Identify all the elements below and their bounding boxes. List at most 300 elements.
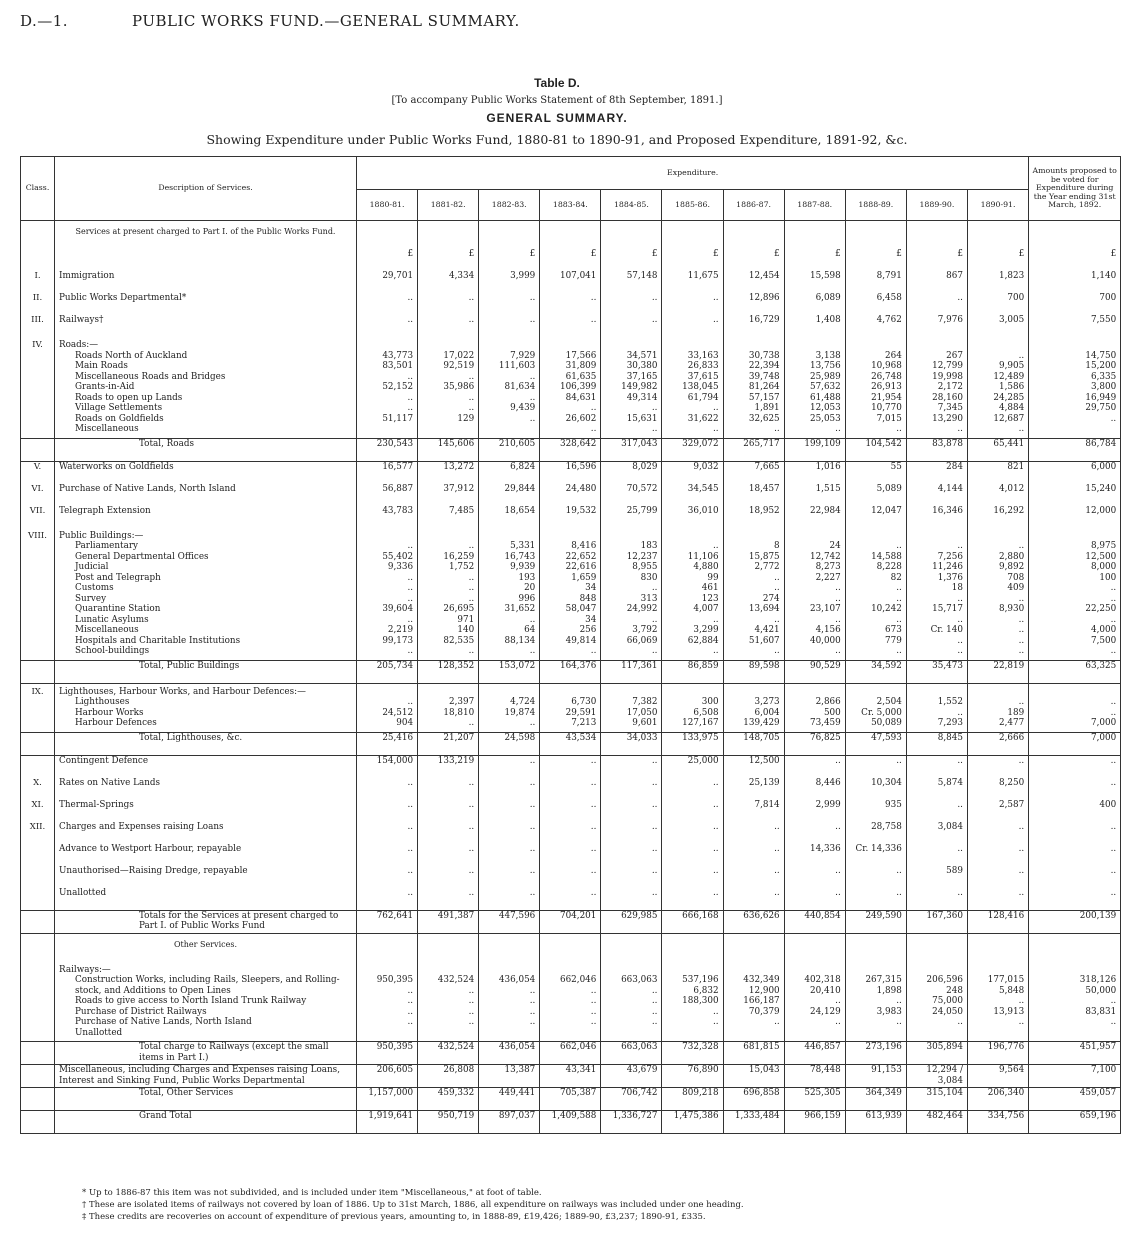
sub-value: 6,335 xyxy=(1091,371,1117,382)
value-cell xyxy=(418,528,479,661)
summary-subtitle: Showing Expenditure under Public Works Fund, 1880-81 to 1890-91, and Proposed Expenditure, 1891-92, &c. xyxy=(206,132,908,147)
value-cell: 681,815 xyxy=(723,1042,784,1065)
value-cell: .. xyxy=(540,888,601,911)
sub-value: 25,989 xyxy=(809,371,841,382)
sub-value: .. xyxy=(651,996,658,1006)
sub-value: .. xyxy=(1110,707,1117,718)
value-cell: 1,016 xyxy=(784,461,845,484)
sub-value: .. xyxy=(529,985,536,996)
value-cell: .. xyxy=(784,755,845,778)
value-cell xyxy=(479,962,540,1042)
value-cell: 25,000 xyxy=(662,755,723,778)
class-cell: X. xyxy=(21,778,55,800)
table-row xyxy=(21,506,1121,528)
col-header-description: Description of Services. xyxy=(55,157,357,221)
value-cell: £ xyxy=(479,249,540,271)
value-cell: 935 xyxy=(845,800,906,822)
value-cell: .. xyxy=(662,293,723,315)
sub-value: 248 xyxy=(946,985,963,996)
spacer xyxy=(544,531,596,542)
group-heading: Public Buildings:— xyxy=(59,530,144,541)
sub-value: .. xyxy=(712,541,719,551)
value-cell: .. xyxy=(540,755,601,778)
sub-value: 23,107 xyxy=(809,604,841,614)
table-row xyxy=(21,315,1121,337)
value-cell: .. xyxy=(357,315,418,337)
sub-value: .. xyxy=(774,1017,780,1027)
value-cell: 329,072 xyxy=(662,438,723,461)
value-cell: 25,139 xyxy=(723,778,784,800)
value-cell: 43,534 xyxy=(540,732,601,755)
value-cell: 145,606 xyxy=(418,438,479,461)
value-cell: .. xyxy=(845,755,906,778)
value-cell: 12,454 xyxy=(723,271,784,293)
sub-value: .. xyxy=(529,614,536,625)
value-cell: 3,084 xyxy=(906,822,967,844)
value-cell xyxy=(967,962,1028,1042)
sub-value: .. xyxy=(1018,350,1025,361)
value-cell: 6,824 xyxy=(479,461,540,484)
sub-value: .. xyxy=(468,996,475,1006)
value-cell xyxy=(662,528,723,661)
value-cell: .. xyxy=(479,866,540,888)
sub-value: .. xyxy=(957,635,963,646)
value-cell: .. xyxy=(1029,844,1121,866)
value-cell: 128,416 xyxy=(967,910,1028,933)
sub-value: 140 xyxy=(457,625,475,635)
sub-value: 2,397 xyxy=(449,697,475,707)
value-cell xyxy=(479,221,540,250)
table-row xyxy=(21,962,1121,1042)
sub-value: 300 xyxy=(701,697,719,707)
table-row xyxy=(21,755,1121,778)
sub-value: 2,227 xyxy=(815,572,841,583)
sub-value: 2,504 xyxy=(876,697,902,707)
sub-value: .. xyxy=(407,541,414,551)
sub-value: 111,603 xyxy=(498,361,536,371)
row-description: Public Works Departmental* xyxy=(55,293,357,315)
sub-item-label: Purchase of Native Lands, North Island xyxy=(75,1017,252,1027)
row-description: Rates on Native Lands xyxy=(55,778,357,800)
value-cell: .. xyxy=(906,844,967,866)
sub-value: 9,439 xyxy=(510,403,536,413)
value-cell: 265,717 xyxy=(723,438,784,461)
sub-item-label: Roads to open up Lands xyxy=(75,392,183,403)
value-cell: .. xyxy=(418,866,479,888)
sub-value: .. xyxy=(1018,996,1025,1006)
value-cell xyxy=(418,962,479,1042)
value-cell xyxy=(723,221,784,250)
sub-value: 2,172 xyxy=(937,382,963,392)
sub-value: .. xyxy=(1018,614,1025,625)
value-cell: 704,201 xyxy=(540,910,601,933)
sub-value: 432,524 xyxy=(437,975,475,985)
value-cell: .. xyxy=(357,293,418,315)
value-cell xyxy=(479,933,540,962)
sub-value: 15,200 xyxy=(1085,361,1117,371)
sub-item-label: Lighthouses xyxy=(75,697,130,707)
sub-value: .. xyxy=(590,424,597,434)
value-cell: £ xyxy=(357,249,418,271)
sub-item-label: Survey xyxy=(75,593,107,604)
value-cell: £ xyxy=(662,249,723,271)
spacer xyxy=(728,531,780,542)
value-cell: 210,605 xyxy=(479,438,540,461)
sub-value: .. xyxy=(774,614,780,625)
value-cell: 8,446 xyxy=(784,778,845,800)
sub-value: .. xyxy=(651,1017,658,1027)
spacer xyxy=(728,687,780,698)
value-cell xyxy=(906,962,967,1042)
group-heading: Railways:— xyxy=(59,964,111,975)
value-cell: £ xyxy=(418,249,479,271)
row-description: Waterworks on Goldfields xyxy=(55,461,357,484)
value-cell: .. xyxy=(479,755,540,778)
value-cell xyxy=(357,221,418,250)
sub-value: 1,659 xyxy=(571,572,597,583)
col-header-year: 1886-87. xyxy=(723,190,784,221)
value-cell: 9,032 xyxy=(662,461,723,484)
sub-value: 663,063 xyxy=(621,975,658,985)
spacer xyxy=(850,531,902,542)
table-row xyxy=(21,866,1121,888)
sub-value: 62,884 xyxy=(687,635,719,646)
sub-value: 13,290 xyxy=(932,413,963,424)
value-cell: £ xyxy=(540,249,601,271)
sub-value: 15,631 xyxy=(626,413,658,424)
sub-value: 188,300 xyxy=(682,996,719,1006)
sub-value: 2,477 xyxy=(999,718,1025,728)
sub-value: 138,045 xyxy=(682,382,719,392)
sub-value: 57,157 xyxy=(748,392,780,403)
sub-value: .. xyxy=(407,593,414,604)
value-cell xyxy=(418,221,479,250)
sub-value: 51,117 xyxy=(382,413,414,424)
page-title: PUBLIC WORKS FUND.—GENERAL SUMMARY. xyxy=(132,12,520,30)
table-row xyxy=(21,1088,1121,1111)
sub-value: .. xyxy=(468,593,475,604)
value-cell xyxy=(540,683,601,732)
value-cell: 63,325 xyxy=(1029,660,1121,683)
value-cell: 148,705 xyxy=(723,732,784,755)
value-cell: 7,000 xyxy=(1029,732,1121,755)
sub-item-label: Customs xyxy=(75,583,114,593)
sub-value: .. xyxy=(896,424,902,434)
value-cell: 70,572 xyxy=(601,484,662,506)
sub-value: 50,089 xyxy=(871,718,902,728)
value-cell xyxy=(540,933,601,962)
value-cell: .. xyxy=(662,822,723,844)
value-cell: .. xyxy=(1029,822,1121,844)
value-cell: 950,395 xyxy=(357,1042,418,1065)
sub-value: .. xyxy=(468,646,475,656)
sub-value: .. xyxy=(590,403,597,413)
sub-value: .. xyxy=(712,614,719,625)
col-header-year: 1890-91. xyxy=(967,190,1028,221)
class-cell xyxy=(21,844,55,866)
value-cell: £ xyxy=(784,249,845,271)
sub-value: 16,259 xyxy=(443,551,475,562)
class-cell: VI. xyxy=(21,484,55,506)
sub-value: .. xyxy=(1110,697,1117,707)
value-cell: £ xyxy=(723,249,784,271)
table-row xyxy=(21,271,1121,293)
value-cell: 12,294 / 3,084 xyxy=(906,1065,967,1088)
sub-value: 17,022 xyxy=(443,350,475,361)
sub-value: 3,792 xyxy=(632,625,658,635)
sub-value: 83,831 xyxy=(1085,1006,1117,1017)
value-cell: 15,043 xyxy=(723,1065,784,1088)
class-cell: XI. xyxy=(21,800,55,822)
spacer xyxy=(422,531,474,542)
value-cell: 206,340 xyxy=(967,1088,1028,1111)
value-cell: 762,641 xyxy=(357,910,418,933)
value-cell: 432,524 xyxy=(418,1042,479,1065)
sub-value: .. xyxy=(407,403,414,413)
sub-value: .. xyxy=(529,718,536,728)
sub-value: 950,395 xyxy=(376,975,414,985)
value-cell xyxy=(357,683,418,732)
sub-value: 70,379 xyxy=(748,1006,780,1017)
sub-value: .. xyxy=(468,985,475,996)
col-header-year: 1882-83. xyxy=(479,190,540,221)
value-cell xyxy=(967,933,1028,962)
sub-value: .. xyxy=(529,413,536,424)
value-cell: .. xyxy=(601,822,662,844)
spacer xyxy=(483,687,535,698)
spacer xyxy=(972,340,1024,351)
sub-value: .. xyxy=(957,424,963,434)
sub-item-label: Grants-in-Aid xyxy=(75,382,135,392)
sub-value: .. xyxy=(957,593,963,604)
sub-value: 2,866 xyxy=(815,697,841,707)
value-cell xyxy=(906,683,967,732)
value-cell: 305,894 xyxy=(906,1042,967,1065)
sub-value: 3,800 xyxy=(1091,382,1117,392)
sub-value: 16,949 xyxy=(1085,392,1117,403)
sub-value: 7,213 xyxy=(571,718,597,728)
value-cell: .. xyxy=(601,800,662,822)
sub-value: 127,167 xyxy=(682,718,719,728)
table-row xyxy=(21,822,1121,844)
row-description: Miscellaneous, including Charges and Expenses raising Loans, Interest and Sinking Fund, Public Works Departmental xyxy=(55,1065,357,1088)
sub-value: 971 xyxy=(457,614,475,625)
class-cell: VIII. xyxy=(21,528,55,661)
sub-value: 30,380 xyxy=(626,361,658,371)
value-cell: 7,814 xyxy=(723,800,784,822)
total-label: Totals for the Services at present charged to Part I. of Public Works Fund xyxy=(55,910,357,933)
value-cell: 29,701 xyxy=(357,271,418,293)
group-description xyxy=(55,683,357,732)
sub-value: 8,930 xyxy=(999,604,1025,614)
sub-value: .. xyxy=(529,1017,536,1027)
value-cell: .. xyxy=(723,822,784,844)
sub-value: 26,748 xyxy=(871,371,902,382)
value-cell xyxy=(357,337,418,438)
sub-value: 61,488 xyxy=(809,392,841,403)
sub-value: 9,336 xyxy=(387,562,414,572)
value-cell: 90,529 xyxy=(784,660,845,683)
sub-value: 22,250 xyxy=(1085,604,1117,614)
sub-value: 177,015 xyxy=(987,975,1025,985)
sub-value: 55,402 xyxy=(382,551,414,562)
value-cell: 6,458 xyxy=(845,293,906,315)
table-row xyxy=(21,933,1121,962)
value-cell: .. xyxy=(357,800,418,822)
sub-value: 30,738 xyxy=(748,350,780,361)
sub-value: 11,106 xyxy=(687,551,719,562)
value-cell: 133,975 xyxy=(662,732,723,755)
value-cell: .. xyxy=(723,844,784,866)
col-header-year: 1889-90. xyxy=(906,190,967,221)
table-row xyxy=(21,438,1121,461)
spacer xyxy=(1033,687,1116,698)
class-cell xyxy=(21,1111,55,1134)
value-cell: 43,679 xyxy=(601,1065,662,1088)
value-cell: 696,858 xyxy=(723,1088,784,1111)
group-heading: Lighthouses, Harbour Works, and Harbour Defences:— xyxy=(59,686,306,697)
sub-value: 123 xyxy=(701,593,719,604)
accompany-note: [To accompany Public Works Statement of 8th September, 1891.] xyxy=(391,95,723,106)
value-cell: .. xyxy=(906,800,967,822)
sub-value: .. xyxy=(590,1017,597,1027)
sub-value: .. xyxy=(957,707,963,718)
sub-item-label: Harbour Defences xyxy=(75,718,157,728)
sub-value: 8,000 xyxy=(1091,562,1117,572)
sub-value: .. xyxy=(835,614,841,625)
sub-value: .. xyxy=(712,1017,719,1027)
value-cell: 1,475,386 xyxy=(662,1111,723,1134)
value-cell: 666,168 xyxy=(662,910,723,933)
value-cell: 700 xyxy=(1029,293,1121,315)
value-cell: .. xyxy=(540,844,601,866)
value-cell: 91,153 xyxy=(845,1065,906,1088)
footnote: * Up to 1886-87 this item was not subdivided, and is included under item "Miscellaneous," at foot of table. xyxy=(82,1188,542,1198)
value-cell: .. xyxy=(967,755,1028,778)
spacer xyxy=(972,531,1024,542)
sub-value: .. xyxy=(651,583,658,593)
sub-value: .. xyxy=(896,646,902,656)
value-cell: 3,005 xyxy=(967,315,1028,337)
value-cell: 2,999 xyxy=(784,800,845,822)
value-cell: .. xyxy=(418,315,479,337)
value-cell: .. xyxy=(784,866,845,888)
value-cell xyxy=(723,337,784,438)
sub-value: .. xyxy=(468,541,475,551)
value-cell: 705,387 xyxy=(540,1088,601,1111)
value-cell xyxy=(662,933,723,962)
sub-value: .. xyxy=(590,985,597,996)
value-cell: 459,057 xyxy=(1029,1088,1121,1111)
value-cell: 732,328 xyxy=(662,1042,723,1065)
value-cell: 29,844 xyxy=(479,484,540,506)
sub-value: 708 xyxy=(1007,572,1025,583)
col-header-year: 1880-81. xyxy=(357,190,418,221)
sub-value: 11,246 xyxy=(932,562,963,572)
class-cell xyxy=(21,910,55,933)
class-cell: IV. xyxy=(21,337,55,438)
row-description: Purchase of Native Lands, North Island xyxy=(55,484,357,506)
sub-value: 139,429 xyxy=(743,718,780,728)
value-cell: 4,334 xyxy=(418,271,479,293)
class-cell: II. xyxy=(21,293,55,315)
sub-value: 7,256 xyxy=(937,551,963,562)
row-description: Immigration xyxy=(55,271,357,293)
value-cell: 15,598 xyxy=(784,271,845,293)
class-cell xyxy=(21,866,55,888)
spacer xyxy=(850,965,902,976)
value-cell xyxy=(418,337,479,438)
value-cell: .. xyxy=(479,888,540,911)
value-cell: .. xyxy=(967,844,1028,866)
row-description: Unallotted xyxy=(55,888,357,911)
value-cell: 86,859 xyxy=(662,660,723,683)
sub-value: 6,004 xyxy=(754,707,780,718)
value-cell: .. xyxy=(601,888,662,911)
value-cell: 43,341 xyxy=(540,1065,601,1088)
sub-value: .. xyxy=(529,996,536,1006)
spacer xyxy=(911,965,963,976)
sub-value: 779 xyxy=(885,635,902,646)
value-cell: 897,037 xyxy=(479,1111,540,1134)
value-cell xyxy=(540,962,601,1042)
sub-value: 12,489 xyxy=(993,371,1025,382)
value-cell: 21,207 xyxy=(418,732,479,755)
footnote: † These are isolated items of railways not covered by loan of 1886. Up to 31st March, 1886, all expenditure on railways was included under one heading. xyxy=(82,1200,744,1210)
value-cell: 107,041 xyxy=(540,271,601,293)
value-cell: 34,545 xyxy=(662,484,723,506)
value-cell: 117,361 xyxy=(601,660,662,683)
sub-value: 313 xyxy=(640,593,658,604)
value-cell: 4,012 xyxy=(967,484,1028,506)
sub-value: .. xyxy=(468,403,475,413)
sub-value: 461 xyxy=(701,583,719,593)
value-cell: 525,305 xyxy=(784,1088,845,1111)
spacer xyxy=(789,531,841,542)
value-cell xyxy=(601,683,662,732)
value-cell: 6,000 xyxy=(1029,461,1121,484)
value-cell xyxy=(723,962,784,1042)
sub-value: 7,382 xyxy=(632,697,658,707)
value-cell: Cr. 14,336 xyxy=(845,844,906,866)
sub-value: .. xyxy=(957,1017,963,1027)
value-cell: 9,564 xyxy=(967,1065,1028,1088)
value-cell xyxy=(845,337,906,438)
class-cell: XII. xyxy=(21,822,55,844)
sub-value: .. xyxy=(1110,583,1117,593)
footnote: ‡ These credits are recoveries on account of expenditure of previous years, amounting to, in 1888-89, £19,426; 1889-90, £3,237; 1890-91, £335. xyxy=(82,1212,706,1222)
sub-value: .. xyxy=(957,614,963,625)
value-cell xyxy=(845,683,906,732)
value-cell: 128,352 xyxy=(418,660,479,683)
sub-value: 49,314 xyxy=(626,392,658,403)
sub-item-label: Miscellaneous Roads and Bridges xyxy=(75,371,226,382)
sub-value: 5,848 xyxy=(999,985,1025,996)
value-cell: .. xyxy=(479,778,540,800)
spacer xyxy=(1033,531,1116,542)
sub-item-label: Unallotted xyxy=(75,1027,123,1038)
sub-value: .. xyxy=(407,646,414,656)
sub-value: .. xyxy=(712,403,719,413)
sub-value: 432,349 xyxy=(743,975,780,985)
value-cell: 491,387 xyxy=(418,910,479,933)
sub-value: 7,500 xyxy=(1091,635,1117,646)
value-cell xyxy=(967,221,1028,250)
col-header-year: 1887-88. xyxy=(784,190,845,221)
spacer xyxy=(1033,340,1116,351)
sub-value: 4,884 xyxy=(999,403,1025,413)
value-cell: .. xyxy=(540,315,601,337)
